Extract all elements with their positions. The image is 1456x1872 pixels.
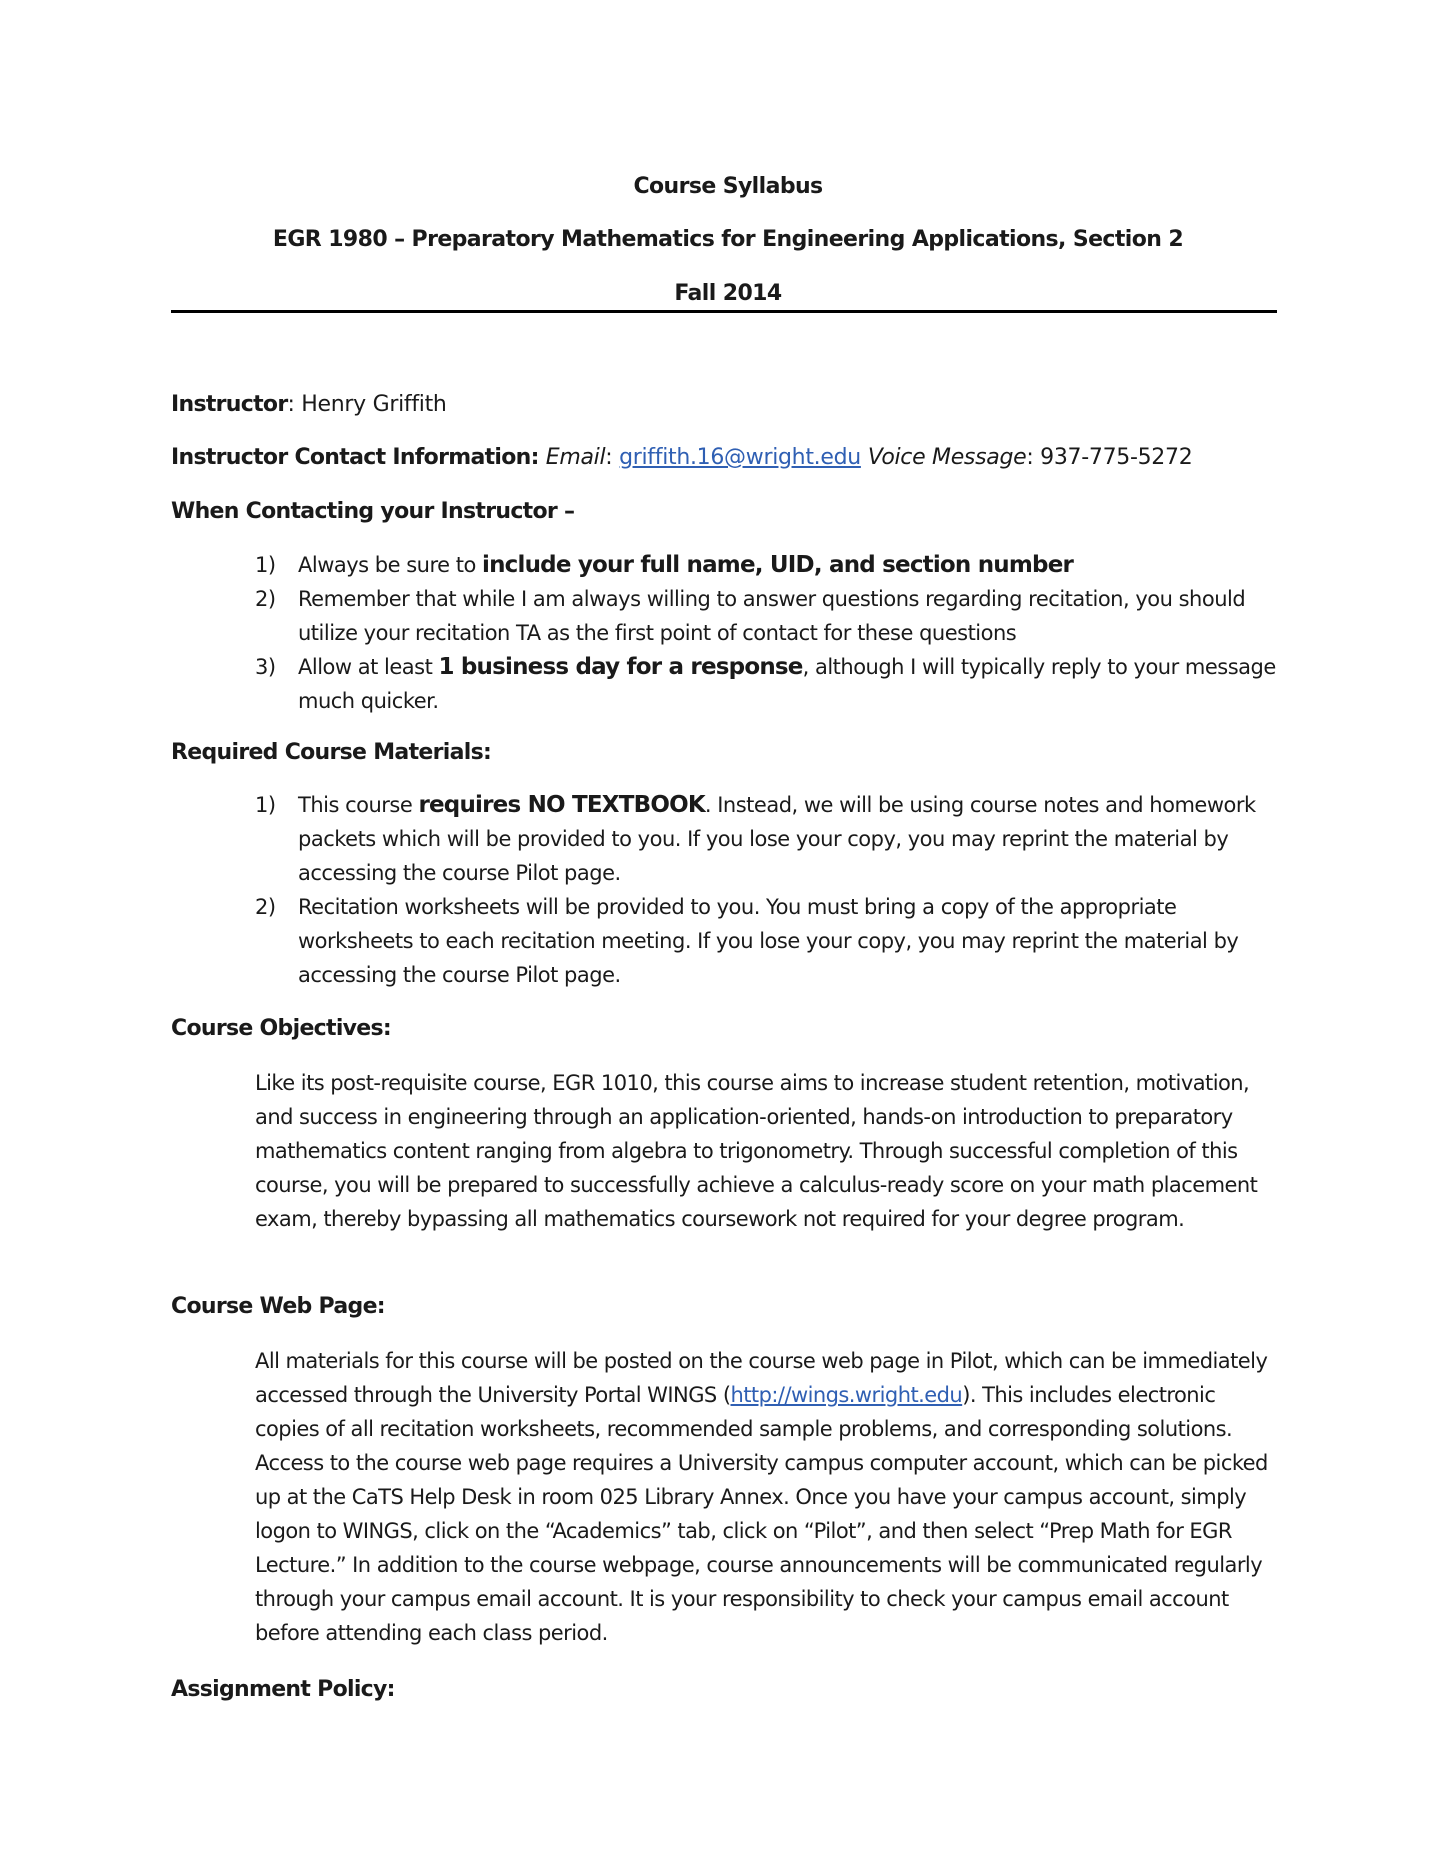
list-item bbox=[255, 582, 1285, 650]
item-text: Recitation worksheets will be provided to you. You must bring a copy of the appropriate worksheets to each recitation meeting. If you lose your copy, you may reprint the material by accessing the course Pilot page. bbox=[298, 895, 1239, 987]
item-text: Remember that while I am always willing to answer questions regarding recitation, you should utilize your recitation TA as the first point of contact for these questions bbox=[298, 587, 1246, 645]
item-number: 2) bbox=[255, 587, 276, 611]
email-separator: : bbox=[605, 445, 620, 470]
item-text-tail: , although I will typically reply to your message much quicker. bbox=[298, 655, 1276, 713]
objectives-heading: Course Objectives: bbox=[171, 1016, 392, 1041]
materials-heading: Required Course Materials: bbox=[171, 740, 492, 765]
webpage-heading: Course Web Page: bbox=[171, 1294, 385, 1319]
webpage-text-tail: ). This includes electronic copies of all recitation worksheets, recommended sample problems, and corresponding solutions. Access to the course web page requires a University campus computer account, which can be picked up at the CaTS Help Desk in room 025 Library Annex. Once you have your campus account, simply logon to WINGS, click on the “Academics” tab, click on “Pilot”, and then select “Prep Math for EGR Lecture.” In addition to the course webpage, course announcements will be communicated regularly through your campus email account. It is your responsibility to check your campus email account before attending each class period. bbox=[255, 1383, 1268, 1645]
voice-number: : 937-775-5272 bbox=[1026, 445, 1193, 470]
item-number: 3) bbox=[255, 655, 276, 679]
instructor-line bbox=[171, 392, 447, 417]
contacting-list bbox=[255, 548, 1285, 718]
item-text: This course bbox=[298, 793, 419, 817]
assignment-heading: Assignment Policy: bbox=[171, 1677, 395, 1702]
list-item bbox=[255, 650, 1285, 718]
item-number: 2) bbox=[255, 895, 276, 919]
wings-link[interactable]: http://wings.wright.edu bbox=[730, 1383, 963, 1407]
header-divider bbox=[171, 310, 1277, 313]
item-number: 1) bbox=[255, 553, 276, 577]
email-label: Email bbox=[545, 445, 606, 470]
contact-line bbox=[171, 445, 1192, 470]
webpage-paragraph bbox=[255, 1344, 1285, 1650]
list-item bbox=[255, 548, 1285, 582]
materials-list bbox=[255, 788, 1285, 992]
contact-label: Instructor Contact Information: bbox=[171, 445, 539, 470]
contacting-heading: When Contacting your Instructor – bbox=[171, 499, 575, 524]
list-item bbox=[255, 788, 1285, 890]
item-bold-text: 1 business day for a response bbox=[438, 654, 803, 680]
webpage-text: All materials for this course will be posted on the course web page in Pilot, which can be immediately accessed through the University Portal WINGS ( bbox=[255, 1349, 1268, 1407]
item-bold-text: requires NO TEXTBOOK bbox=[418, 792, 705, 818]
item-text: Always be sure to bbox=[298, 553, 482, 577]
item-text-tail: . Instead, we will be using course notes and homework packets which will be provided to you. If you lose your copy, you may reprint the material by accessing the course Pilot page. bbox=[298, 793, 1256, 885]
document-title: Course Syllabus bbox=[633, 174, 823, 199]
objectives-paragraph: Like its post-requisite course, EGR 1010, this course aims to increase student retention, motivation, and success in engineering through an application-oriented, hands-on introduction to preparatory mathematics content ranging from algebra to trigonometry. Through successful completion of this course, you will be prepared to successfully achieve a calculus-ready score on your math placement exam, thereby bypassing all mathematics coursework not required for your degree program. bbox=[255, 1071, 1258, 1231]
instructor-name: : Henry Griffith bbox=[287, 392, 447, 417]
item-bold-text: include your full name, UID, and section number bbox=[482, 552, 1074, 578]
instructor-label: Instructor bbox=[171, 392, 288, 417]
term-label: Fall 2014 bbox=[674, 281, 782, 306]
item-text: Allow at least bbox=[298, 655, 439, 679]
item-number: 1) bbox=[255, 793, 276, 817]
voice-label: Voice Message bbox=[867, 445, 1027, 470]
list-item bbox=[255, 890, 1285, 992]
course-title: EGR 1980 – Preparatory Mathematics for Engineering Applications, Section 2 bbox=[272, 227, 1184, 252]
instructor-email-link[interactable]: griffith.16@wright.edu bbox=[619, 445, 861, 470]
